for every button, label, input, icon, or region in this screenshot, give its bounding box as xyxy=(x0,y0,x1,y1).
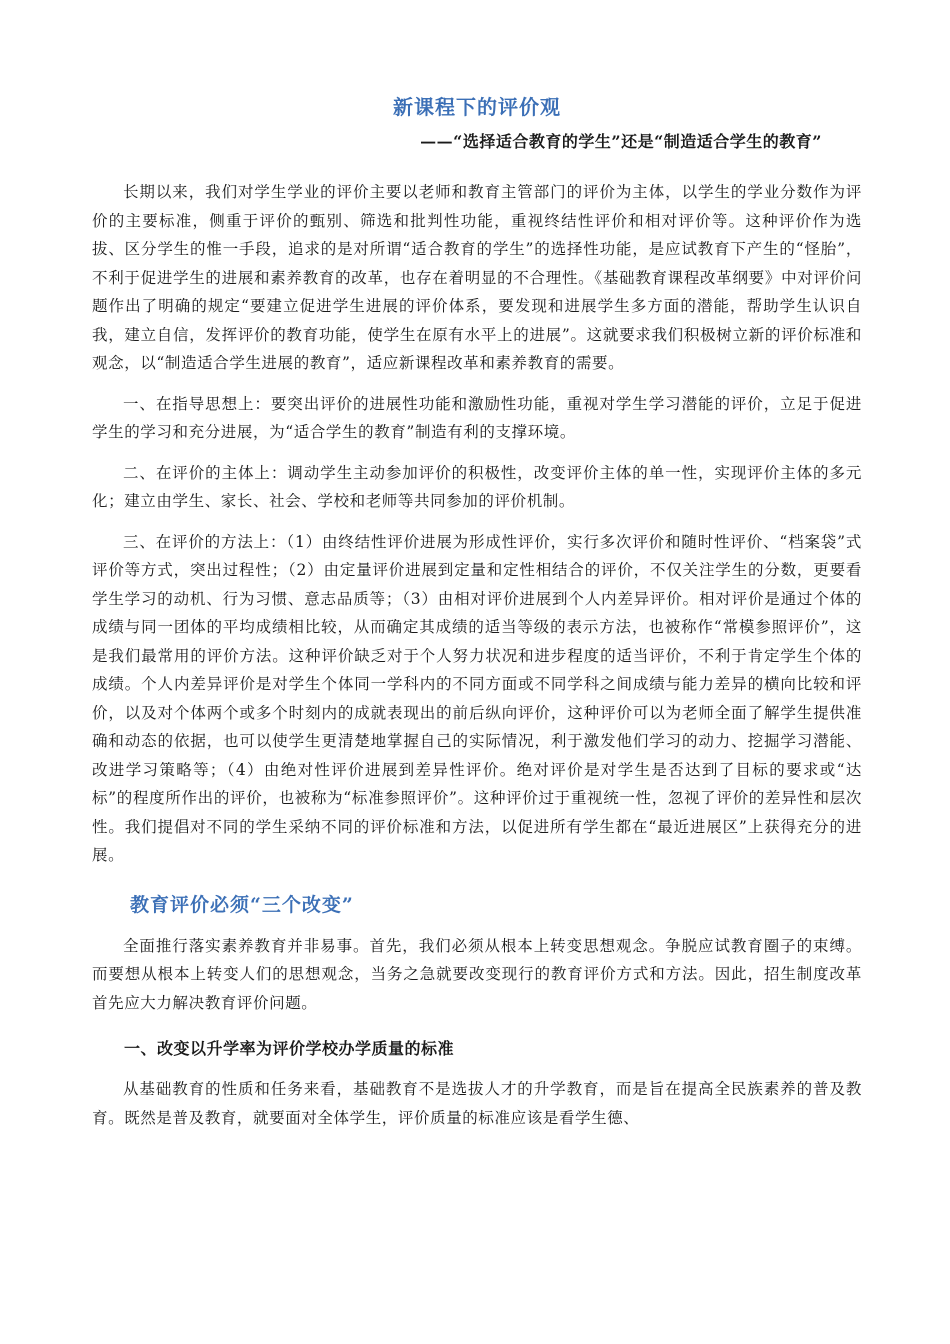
document-page xyxy=(92,92,862,1132)
paragraph-evaluation-subject: 二、在评价的主体上：调动学生主动参加评价的积极性，改变评价主体的单一性，实现评价主体的多元化；建立由学生、家长、社会、学校和老师等共同参加的评价机制。 xyxy=(92,463,862,510)
subheading: 一、改变以升学率为评价学校办学质量的标准 xyxy=(124,1039,455,1058)
document-subtitle: ——“选择适合教育的学生”还是“制造适合学生的教育” xyxy=(420,132,822,151)
paragraph-evaluation-method: 三、在评价的方法上：（1）由终结性评价进展为形成性评价，实行多次评价和随时性评价、“档案袋”式评价等方式，突出过程性；（2）由定量评价进展到定量和定性相结合的评价，不仅关注学生的分数，更要看学生学习的动机、行为习惯、意志品质等；（3）由相对评价进展到个人内差异评价。相对评价是通过个体的成绩与同一团体的平均成绩相比较，从而确定其成绩的适当等级的表示方法，也被称作“常模参照评价”，这是我们最常用的评价方法。这种评价缺乏对于个人努力状况和进步程度的适当评价，不利于肯定学生个体的成绩。个人内差异评价是对学生个体同一学科内的不同方面或不同学科之间成绩与能力差异的横向比较和评价，以及对个体两个或多个时刻内的成就表现出的前后纵向评价，这种评价可以为老师全面了解学生提供准确和动态的依据，也可以使学生更清楚地掌握自己的实际情况，利于激发他们学习的动力、挖掘学习潜能、改进学习策略等；（4）由绝对性评价进展到差异性评价。绝对评价是对学生是否达到了目标的要求或“达标”的程度所作出的评价，也被称为“标准参照评价”。这种评价过于重视统一性，忽视了评价的差异性和层次性。我们提倡对不同的学生采纳不同的评价标准和方法，以促进所有学生都在“最近进展区”上获得充分的进展。 xyxy=(92,532,862,864)
paragraph-basic-education: 从基础教育的性质和任务来看，基础教育不是选拔人才的升学教育，而是旨在提高全民族素养的普及教育。既然是普及教育，就要面对全体学生，评价质量的标准应该是看学生德、 xyxy=(92,1080,862,1127)
paragraph-section-intro: 全面推行落实素养教育并非易事。首先，我们必须从根本上转变思想观念。争脱应试教育圈子的束缚。而要想从根本上转变人们的思想观念，当务之急就要改变现行的教育评价方式和方法。因此，招生制度改革首先应大力解决教育评价问题。 xyxy=(92,936,862,1012)
paragraph-intro: 长期以来，我们对学生学业的评价主要以老师和教育主管部门的评价为主体，以学生的学业分数作为评价的主要标准，侧重于评价的甄别、筛选和批判性功能，重视终结性评价和相对评价等。这种评价作为选拔、区分学生的惟一手段，追求的是对所谓“适合教育的学生”的选择性功能，是应试教育下产生的“怪胎”，不利于促进学生的进展和素养教育的改革，也存在着明显的不合理性。《基础教育课程改革纲要》中对评价问题作出了明确的规定“要建立促进学生进展的评价体系，要发现和进展学生多方面的潜能，帮助学生认识自我，建立自信，发挥评价的教育功能，使学生在原有水平上的进展”。这就要求我们积极树立新的评价标准和观念，以“制造适合学生进展的教育”，适应新课程改革和素养教育的需要。 xyxy=(92,183,862,372)
section-heading: 教育评价必须“三个改变” xyxy=(130,893,354,916)
paragraph-guiding-thought: 一、在指导思想上：要突出评价的进展性功能和激励性功能，重视对学生学习潜能的评价，立足于促进学生的学习和充分进展，为“适合学生的教育”制造有利的支撑环境。 xyxy=(92,394,862,441)
document-title: 新课程下的评价观 xyxy=(393,95,561,119)
